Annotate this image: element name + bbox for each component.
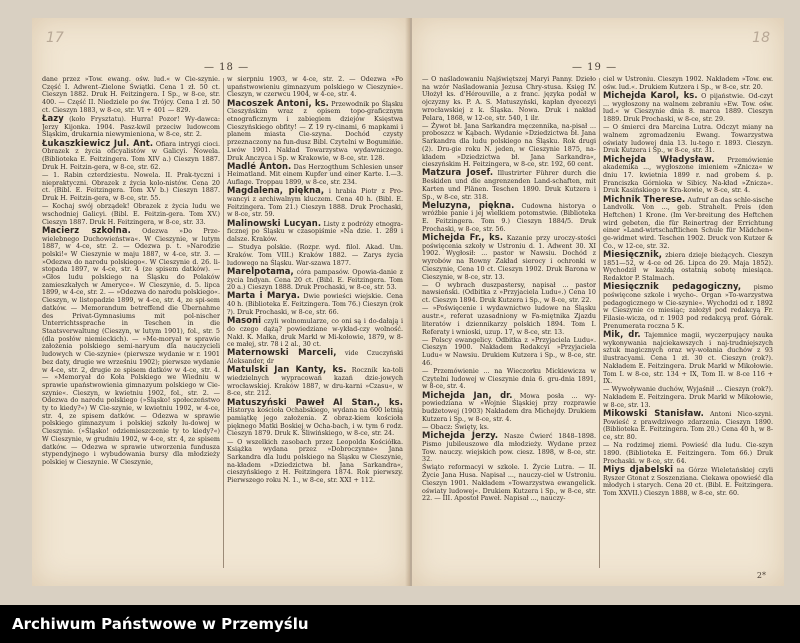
entry-text: — »Poświęcenie i wydawnictwo ludowe na Śląsku austr.«, referat uzasadniony w Fa-miętnika Zjazdu literatów i dziennikarzy polskich 1894. Tom I. Referaty i wnioski, uzup. 17, w 8-ce, str. 13. xyxy=(422,304,596,336)
entry-text: Nasze Ćwierć 1848–1898. Pismo jubileuszowe dla młodzieży. Wydane przez Tow. nauczy. wiejskich pow. ciesz. 1898, w 8-ce, str. 32. xyxy=(422,432,596,464)
bibliography-entry xyxy=(227,265,403,292)
entry-heading: Marta i Marya. xyxy=(227,290,300,301)
bibliography-entry xyxy=(42,137,220,172)
bibliography-entry xyxy=(42,203,220,226)
bibliography-entry xyxy=(603,331,773,386)
bibliography-entry xyxy=(227,439,403,485)
entry-text: zbiera dzieje bieżących. Cieszyn 1851—52, w 4-ce od 26. Lipca do 29. Maja 1852). Wychodził w każdą ostatnią sobotę miesiąca. Redaktor P. Stalmach. xyxy=(603,250,773,283)
left-page-column-1 xyxy=(42,76,220,572)
entry-heading: Masoni xyxy=(227,315,262,326)
entry-heading: Malinowski Lucyan. xyxy=(227,217,322,228)
entry-heading: Macoszek Antoni, ks. xyxy=(227,97,329,108)
entry-text: — Wywoływanie duchów, Wyjaśnił ... Cieszyn (rok?). Nakładem E. Feitzingera. Druk Markl w Mikołowie, w 8-ce, str. 13. xyxy=(603,385,773,409)
entry-text: — Polscy ewangelicy. Odbitka z »Przyjaciela Ludu«. Cieszyn 1900. Nakładem Redakcyi »Przyjaciela Ludu« w Nawsiu. Drukiem Kutzera i Sp., w 8-ce, str. 46. xyxy=(422,335,596,367)
bibliography-entry xyxy=(227,97,403,163)
entry-text: — Na rodzimej ziemi. Powieść dla ludu. Cie-szyn 1890. (Biblioteka E. Feitzingera. Tom 66.) Druk Prochaski. w 8-ce, str. 64. xyxy=(603,441,773,465)
entry-heading: Macierz szkolna. xyxy=(42,224,131,235)
entry-heading: Łazy xyxy=(42,113,64,124)
bibliography-entry xyxy=(42,172,220,203)
entry-text: Illustrirter Führer durch die Beskiden und die angrenzenden Land-schaften, mit Karten und Plänen. Teschen 1890. Druk Kutzera i Sp., w 8-ce, str. 318. xyxy=(422,169,596,201)
entry-heading: Matuszyński Paweł Al Stan., ks. xyxy=(227,396,403,407)
bibliography-entry xyxy=(227,217,403,244)
bibliography-entry xyxy=(42,115,220,139)
entry-text: — Obacz: Święty, ks. xyxy=(422,422,489,431)
entry-text: pismo poświęcone szkole i wycho-. Organ »To-warzystwa pedagogicznego w Cie-szynie«. Wychodzi od r. 1892 w Cieszynie co miesiąc; założył pod redakcyą Fr. Filasie-wicza, od r. 1903 pod redakcyą prof. Górak. Prenumerata roczna 5 K. xyxy=(603,283,773,330)
entry-text: Aufruf an das schle-sische Landvolk. Von ..., geb. Strahelt. Preis (den Heftchen) 1 Krone. (Im Ver-breitung des Heftchen wird gebeten, die für Reinertrag der Errichtung einer »Land-wirtschaftlichen Schule für Mädchen« ge-widmet wird. Teschen 1902. Druck von Kutzer & Co., w 12-ce, str. 32. xyxy=(603,195,773,250)
entry-heading: Michejda Jerzy. xyxy=(422,430,499,441)
bibliography-entry xyxy=(422,368,596,391)
entry-heading: Michejda Karol, ks. xyxy=(603,89,698,100)
entry-text: — Studya polskie. (Rozpr. wyd. filol. Akad. Um. Kraków. Tom VIII.) Kraków 1882. — Zarys życia ludowego na Śląsku. War-szawa 1877. xyxy=(227,243,403,267)
bibliography-entry xyxy=(227,396,403,439)
bibliography-entry xyxy=(422,234,596,281)
right-page-column-1 xyxy=(422,76,596,572)
bibliography-entry xyxy=(603,283,773,330)
bibliography-entry xyxy=(603,386,773,409)
bibliography-entry xyxy=(422,389,596,424)
entry-text: Das Herzogthum Schlesien unser Heimatland. Mit einem Kupfer und einer Karte. I.—3. Auflage. Troppau 1899, w 8-ce, str. 234. xyxy=(227,162,403,187)
entry-text: — Kochaj swój obrządek! Obrazek z życia ludu we wschodniej Galicyi. (Bibl. E. Feitzin-gera. Tom XV.) Cieszyn 1887. Druk H. Feitzingera, w 8-ce, str. 33. xyxy=(42,202,220,226)
bibliography-entry xyxy=(227,292,403,316)
entry-heading: Marelpotama, xyxy=(227,265,294,276)
bibliography-entry xyxy=(227,366,403,398)
entry-text: dane przez »Tow. ewang. ośw. lud.« w Cie-szynie. Część I. Adwent–Zielone Świątki. Cena 1 zł. 50 ct. Cieszyn 1882. Druk H. Feitzingera. I Sp., w 8-ce, str. 400. — Część II. Niedziele po św. Trójcy. Cena 1 zł. 50 ct. Cieszyn 1883, w 8-ce, str. VI + 401 — 829. xyxy=(42,76,220,114)
entry-text: (koło Frysztatu). Hurra! Pozor! Wy-dawca: Jerzy Kijonka. 1904. Pasz-kwil przeciw ludowcom Śląskim, drukarnia niewymieniona, w 8-ce, str. 2. xyxy=(42,115,220,139)
entry-heading: Michejda Fr., ks. xyxy=(422,232,504,243)
bibliography-entry xyxy=(422,432,596,464)
right-page xyxy=(412,18,784,586)
bibliography-entry xyxy=(603,248,773,283)
bibliography-entry xyxy=(603,124,773,155)
entry-text: córa pampasów. Opowia-danie z życia Indyan. Cena 20 ct. (Bibl. E. Feitzingera. Tom 20 a.) Cieszyn 1888. Druk Prochaski, w 8-ce, str. 53. xyxy=(227,267,403,292)
bibliography-entry xyxy=(422,199,596,234)
bibliography-entry xyxy=(227,244,403,267)
entry-heading: Mikowski Stanisław. xyxy=(603,408,704,419)
entry-text: O pijaństwie. Od-czyt ... wygłoszony na walnem zebraniu »Ew. Tow. ośw. lud.« w Cieszynie dnia 8. marca 1889. Cieszyn 1889. Druk Prochaski, w 8-ce, str. 29. xyxy=(603,91,773,124)
column-divider xyxy=(599,78,600,568)
entry-text: na Górze Wieletańskiej czyli Ryszer Gtonat z Soszenziana. Ciekawa opowieść dla młodych i starych. Cena 20 ct. (Bibl. E. Feitzingera. Tom XXVII.) Cieszyn 1888, w 8-ce, str. 60. xyxy=(603,465,773,498)
archive-number-right: 18 xyxy=(752,30,770,46)
entry-text: i hrabia Piotr z Pro-wancyi z archiwalnym kluczem. Cena 40 h. (Bibl. E. Feitzingera. Tom 21.) Cieszyn 1888. Druk Prochaski, w 8-ce, str. 59. xyxy=(227,187,403,219)
archive-footer-bar xyxy=(0,605,800,643)
bibliography-entry xyxy=(603,463,773,498)
bibliography-entry xyxy=(42,76,220,115)
entry-heading: Mik, dr. xyxy=(603,329,641,339)
entry-text: — 1. Rabin czterdziestu. Nowela. II. Prak-tyczni i niepraktyczni. Obrazek z życia kolo-nistów. Cena 20 ct. (Bibl. E. Feitzingera. Tom XV b.) Cieszyn 1887. Druk H. Feitzin-gera, w 8-ce, str. 55. xyxy=(42,170,220,203)
entry-heading: Łukaszkiewicz Jul. Ant. xyxy=(42,137,154,148)
entry-text: Odezwa »Do Prze-wielebnego Duchowieństwa«. W Cieszynie, w lutym 1887, w 4-ce, str. 2. — Odezwa p. t. »Narodzie polski!« W Cieszynie w maju 1887, w 4-ce, str. 3. — »Odezwa do narodu polskiego«. W Cieszynie d. 26. li-stopada 1897, w 4-ce, str. 4 (ze spisem datków). — »Głos ludu polskiego na Śląsku do Polaków zamieszkałych w Ameryce«. W Cieszynie, d. 5. lipca 1899, w 4-ce, str. 2. — »Odezwa do narodu polskiego«. Cieszyn, w listopadzie 1899, w 4-ce, str. 4, ze spi-sem datków. — Memorandum betreffend die Übernahme des Privat-Gymnasiums mit pol-nischer Unterrichtssprache in Teschen in die Staatsverwaltung (Cieszyn, w lutym 1901), fol., str. 5 (dla posłów niemieckich). — »Me-moryał w sprawie założenia polskiego semi-naryum dla nauczycieli ludowych w Cie-szynie« (pierwsze wydanie w r. 1901 bez daty, drugie we wrześniu 1902); pierwsze wydanie w 4-ce, str. 2, drugie ze spisem datków w 4-ce, str. 4. — »Memoryał do Koła Polskiego we Wiedniu w sprawie upaństwowienia gimnazyum polskiego w Cie-szynie«. Cieszyn, w kwietniu 1902, fol., str. 2. — Odezwa do narodu polskiego (»Śląsko! społeczeństwo ty to kiedy?«) W Cie-szynie, w kwietniu 1902, w 4-ce, str. 4, ze spisem datków. — Odezwa w sprawie polskiego gimnazyum i polskiej szkoły lu-dowej w Cieszynie. (»Śląsko! odziemieszczenie ty to kiedy?«) W Cieszynie, w grudniu 1902, w 4-ce, str. 4, ze spisem datków. — Odezwa w sprawie utworzenia fundusza stypendyjnego i wybudowania bursy dla młodzieży polskiej w Cieszynie. W Cieszynie, xyxy=(42,226,220,466)
archive-name: Archiwum Państwowe w Przemyślu xyxy=(12,615,309,633)
left-page xyxy=(32,18,410,586)
page-number-left: — 18 — xyxy=(204,62,250,73)
bibliography-entry xyxy=(603,193,773,251)
entry-text: Przewodnik po Śląsku Cieszyńskim wraz z opisem topo-graficznym etnograficznym i zabiegiem dziejów Księstwa Cieszyńskiego obfity! — Z 19 ry-cinami, 6 mapkami i planem miasta Cie-szyna. Dochód czysty przeznaczony na fun-dusz Bibl. Czytelni w Bogumińie. Lwów 1901. Nakład Towarzystwa wydawniczego. Druk Anczyca i Sp. w Krakowie, w 8-ce, str. 128. xyxy=(227,99,403,162)
bibliography-entry xyxy=(227,160,403,187)
entry-heading: Meluzyna, piękna. xyxy=(422,199,515,210)
entry-text: Dwie powieści wiejskie. Cena 40 h. (Biblioteka E. Feitzingera. Tom 76.) Cieszyn (rok ?). Druk Prochaski, w 8-ce, str. 66. xyxy=(227,292,403,316)
entry-text: Ofiara intrygi cioci. Obrazek z życia oficyalistów w Galicyi. Nowela. (Biblioteka E. Feitzingera. Tom XIV a.) Cieszyn 1887. Druk H. Feitzin-gera, w 8-ce, str. 62. xyxy=(42,139,220,171)
entry-text: Antoni Nico-szyni. Powieść z prawdziwego zdarzenia. Cieszyn 1890. (Biblioteka E. Feitzingera. Tom 20.) Cena 40 h, w 8-ce, str. 80. xyxy=(603,410,773,442)
bibliography-entry xyxy=(603,410,773,442)
entry-heading: Michejda Jan, dr. xyxy=(422,389,513,400)
entry-heading: Michnik Therese. xyxy=(603,193,686,204)
entry-text: ciel w Ustroniu. Cieszyn 1902. Nakładem »Tow. ew. ośw. lud.«. Drukiem Kutzera i Sp., w 8-ce, str. 20. xyxy=(603,76,773,91)
entry-heading: Magdalena, piękna, xyxy=(227,185,325,196)
entry-heading: Miys djabelski xyxy=(603,463,674,474)
entry-text: Rocznik ka-toli wiedzielnych wypracowań kazań dzie-jowych wrocławskiej. Kraków 1887, w dru-karni »Czasu«, w 8-ce, str. 212. xyxy=(227,366,403,398)
entry-text: Historya kościoła Ochabskiego, wydana na 600 letnią pamiątkę jego założenia. Z obraz-kiem kościoła pięknego Matki Boskiej w Ocha-bach, i w. tym 6 rodz. Cieszyn 1879. Druk K. Śliwińskiego, w 8-ce, str. 24. xyxy=(227,406,403,438)
right-page-column-2 xyxy=(603,76,773,572)
entry-text: — O wybrach duszpastersy, napisał ... pastor nawsieński. (Odbitka z »Przyjaciela Ludu«.) Cena 10 ct. Cieszyn 1894. Druk Kutzera i Sp., w 8-ce, str. 22. xyxy=(422,280,596,305)
entry-text: vide Czuczyński Aleksander, dr xyxy=(227,349,403,366)
entry-text: Świąto reformacyi w szkole. I. Życie Lutra. — II. Życie Jana Husa. Napisał ..., nauczy-ciel w Ustroniu. Cieszyn 1901. Nakładem »Towarzystwa ewangelick. oświaty ludowej«. Drukiem Kutzera i Sp., w 8-ce, str. 22. — III. Apostoł Paweł. Napisał ..., nauczy- xyxy=(422,463,596,503)
bibliography-entry xyxy=(422,169,596,201)
bibliography-entry xyxy=(603,442,773,465)
page-number-right: — 19 — xyxy=(572,62,618,73)
bibliography-entry xyxy=(422,123,596,169)
entry-text: w sierpniu 1903, w 4-ce, str. 2. — Odezwa »Po upaństwowieniu gimnazyum polskiego w Cieszynie«. Cieszyn, w czerwcu 1904, w 4-ce, str. 4. xyxy=(227,76,403,99)
entry-text: — O wszelkich zasobach przez Leopolda Kościółka. Książka wydana przez »Dobroczynne« Jana Sarkandra dla ludu polskiego na Śląsku w Cieszynie, na-kładem »Dziedzictwa bł. Jana Sarkandra«, cieszyńskiego z H. Feitzingera 1874. Rok pierwszy. Pierwszego roku N. 1., w 8-ce, str. XXI + 112. xyxy=(227,437,403,485)
signature-mark: 2* xyxy=(756,571,766,580)
entry-heading: Miesięcznik pedagogiczny, xyxy=(603,281,742,292)
bibliography-entry xyxy=(227,187,403,219)
left-page-column-2 xyxy=(227,76,403,572)
entry-text: Mowa posła ... wy-powiedziana w »Wojnie Śląskiej przy rozprawie budżetowej (1903) Nakładem dra Michejdy. Drukiem Kutzera i Sp., w 8-ce, str. 4. xyxy=(422,391,596,423)
entry-text: Kazanie przy uroczy-stości poświęcenia szkoły w Ustroniu d. 1. Adwent 30. XI 1902. Wygłosił: ... pastor w Nawsiu. Dochód z wyrobów na Rowny Zakład sierocy i ochronki w Cieszynie, Cena 10 ct. Cieszyn 1902. Druk Barona w Cieszynie, w 8-ce, str. 13. xyxy=(422,234,596,281)
entry-text: Tajemnice magii, wyczerpujący nauka wykonywania najciekawszych i naj-trudniejszych sztuk magicznych oraz wy-wołania duchów z 93 ilustracyami. Cena 1 zł. 30 ct. Cieszyn (rok?). Nakładem E. Feitzingera. Druk Markl w Mikołowie. Tom I. w 8-ce, str. 134 + IX, Tom II. w 8-ce 116 + IX. xyxy=(603,331,773,386)
entry-heading: Matulski Jan Kanty, ks. xyxy=(227,364,347,375)
entry-text: Listy z podróży etnogra-ficznej po Śląsku w czasopiśmie »Na dzie. 1. 289 i dalsze. Kraków. xyxy=(227,219,403,244)
column-divider xyxy=(223,78,224,568)
entry-text: — O śmierci dra Marcina Lutra. Odczyt miany na walnem zgromadzeniu Ewang. Towarzystwa oświaty ludowej dnia 13. lu-tego r. 1893. Cieszyn. Druk Kutzera i Sp., w 8-ce, str. 31. xyxy=(603,123,773,155)
bibliography-entry xyxy=(42,224,220,467)
entry-text: Cudowna historya o wróżbie panie i jej wielkiem potomstwie. (Biblioteka E. Feitzingera. Tom 9.) Cieszyn 1884/5. Druk Prochaski, w 8-ce, str. 56. xyxy=(422,201,596,233)
bibliography-entry xyxy=(422,337,596,368)
bibliography-entry xyxy=(603,89,773,124)
archive-number-left: 17 xyxy=(46,30,64,46)
bibliography-entry xyxy=(227,317,403,349)
bibliography-entry xyxy=(422,464,596,503)
entry-text: — Przemówienie ... na Wieczorku Mickiewicza w Czytelni ludowej w Cieszynie dnia 6. gru-dnia 1891, w 8-ce, str. 4. xyxy=(422,367,596,391)
entry-text: czyli wolnomularze, co oni są i do-dałają i do czego dążą? powiedziane w-ykład-czy wolność. Nakł. K. Małka, druk Markl w Mi-kołowie, 1879, w 8-ce małej, str. 78 i 2 al., 30 ct. xyxy=(227,317,403,349)
bibliography-entry xyxy=(422,76,596,122)
entry-heading: Maternowski Marceli, xyxy=(227,347,337,358)
bibliography-entry xyxy=(422,282,596,305)
entry-heading: Miesięcznik, xyxy=(603,248,663,259)
entry-text: — O naśladowaniu Najświętszej Maryi Panny. Dzieło na wzór Naśladowania Jezusa Chry-stusa. Księg IV. Ułożył ks. d'Hérouville, a z franc. języka podał w ojczyzny ks. P. A. S. Matuszyński, kapłan dyecezyi wrocławskiej z k. Śląska. Nowa. Druk i nakład Pelara, 1868, w 12-ce, str. 540, 1 ilr. xyxy=(422,76,596,122)
bibliography-entry xyxy=(603,153,773,196)
bibliography-entry xyxy=(422,305,596,336)
entry-heading: Michejda Władysław. xyxy=(603,153,715,164)
entry-heading: Madlé Anton. xyxy=(227,160,292,171)
bibliography-entry xyxy=(227,76,403,99)
entry-text: Przemówienie akademika ..., wygłoszone imieniem »Znicza« w dniu 17. kwietnia 1899 r. nad grobem ś. p. Franciszka Górnioka w Sibicy. Na-kład »Znicza«. Druk Kasińskiego w Kra-kowie, w 8-ce, str. 4. xyxy=(603,155,773,195)
entry-text: — Żywot bł. Jana Sarkandra męczennika, na-pisał ... proboszcz w Kąbach. Wydanie »Dziedzictwa bł. Jana Sarkandra dla ludu polskiego na Śląsku. Rok drugi (2). Dru-gie roku N. jeden, w Cieszynie 1875, na-kładem »Dziedzictwa bł. Jana Sarkandra«, cieszyńskim H. Feitzingera, w 8-ce, str. 192, 60 cent. xyxy=(422,121,596,169)
entry-heading: Matzura Josef. xyxy=(422,167,494,178)
